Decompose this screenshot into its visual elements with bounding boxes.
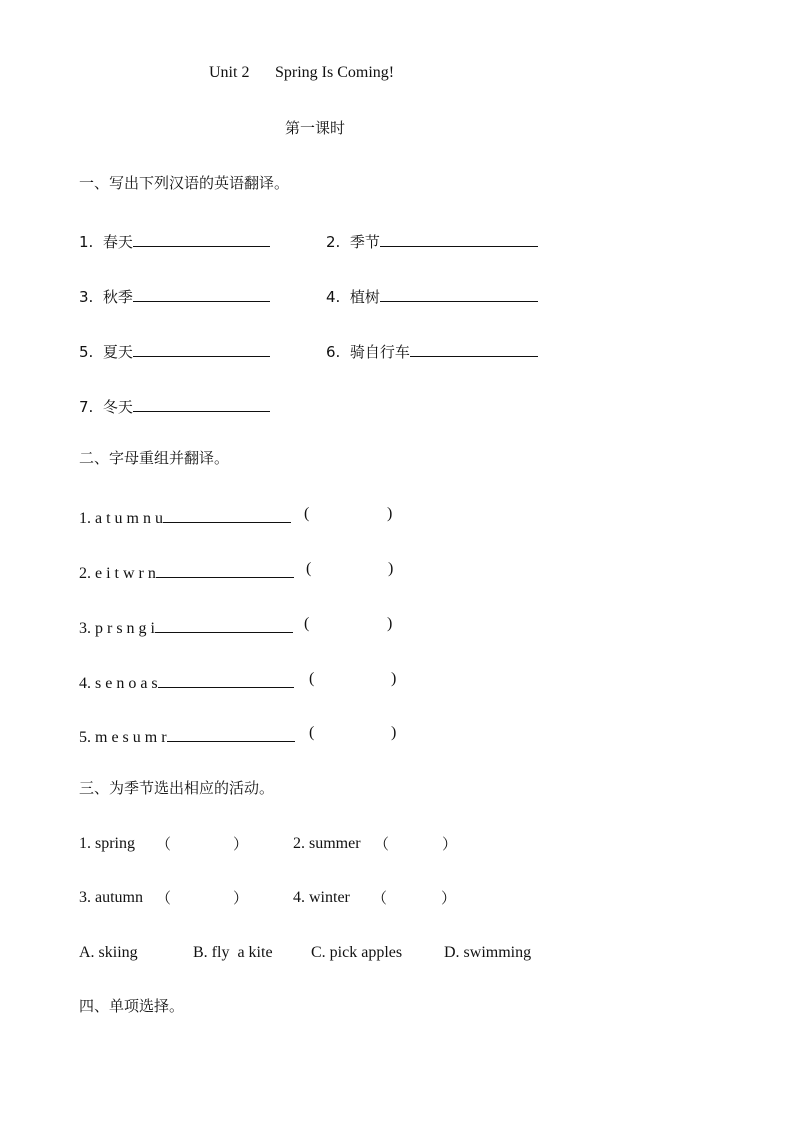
s3-paren-open-1: （ [156,835,172,853]
s2-paren-open-1: ( [304,505,310,522]
section4-heading: 四、单项选择。 [79,997,185,1015]
s2-paren-close-2: ) [388,560,394,577]
lesson-label: 第一课时 [285,119,346,137]
section1-heading: 一、写出下列汉语的英语翻译。 [79,174,290,192]
s2-paren-close-1: ) [387,505,393,522]
section3-heading: 三、为季节选出相应的活动。 [79,779,275,797]
s2-item-4: 4. s e n o a s [79,669,294,694]
s3-paren-close-4: ） [441,889,457,907]
unit-label: Unit 2 [209,64,250,81]
s2-paren-open-4: ( [309,670,315,687]
s2-paren-open-2: ( [306,560,312,577]
s2-paren-close-5: ) [391,724,397,741]
s3-option-c: C. pick apples [311,944,403,961]
s1-item-1: 1. 春天 [79,228,270,252]
s1-item-5: 5. 夏天 [79,338,270,362]
s3-item-2: 2. summer [293,835,361,852]
s3-item-4: 4. winter [293,889,350,906]
s3-item-1: 1. spring [79,835,135,852]
s3-paren-close-1: ） [233,835,249,853]
s3-option-d: D. swimming [444,944,532,961]
s1-item-3: 3. 秋季 [79,283,270,307]
section2-heading: 二、字母重组并翻译。 [79,449,230,467]
s2-paren-close-3: ) [387,615,393,632]
s3-option-a: A. skiing [79,944,138,961]
s3-paren-close-2: ） [442,835,458,853]
s2-item-5: 5. m e s u m r [79,723,295,748]
s3-paren-open-2: （ [374,835,390,853]
page-title: Spring Is Coming! [275,64,395,81]
s2-item-3: 3. p r s n g i [79,614,293,639]
s3-option-b: B. fly a kite [193,944,273,961]
s2-paren-close-4: ) [391,670,397,687]
s3-paren-open-3: （ [156,889,172,907]
s3-paren-open-4: （ [372,889,388,907]
s1-item-6: 6. 骑自行车 [326,338,538,362]
s1-item-2: 2. 季节 [326,228,538,252]
s3-paren-close-3: ） [233,889,249,907]
s1-item-4: 4. 植树 [326,283,538,307]
s2-paren-open-5: ( [309,724,315,741]
s2-paren-open-3: ( [304,615,310,632]
s1-item-7: 7. 冬天 [79,393,270,417]
s2-item-1: 1. a t u m n u [79,504,291,529]
s2-item-2: 2. e i t w r n [79,559,294,584]
s3-item-3: 3. autumn [79,889,143,906]
